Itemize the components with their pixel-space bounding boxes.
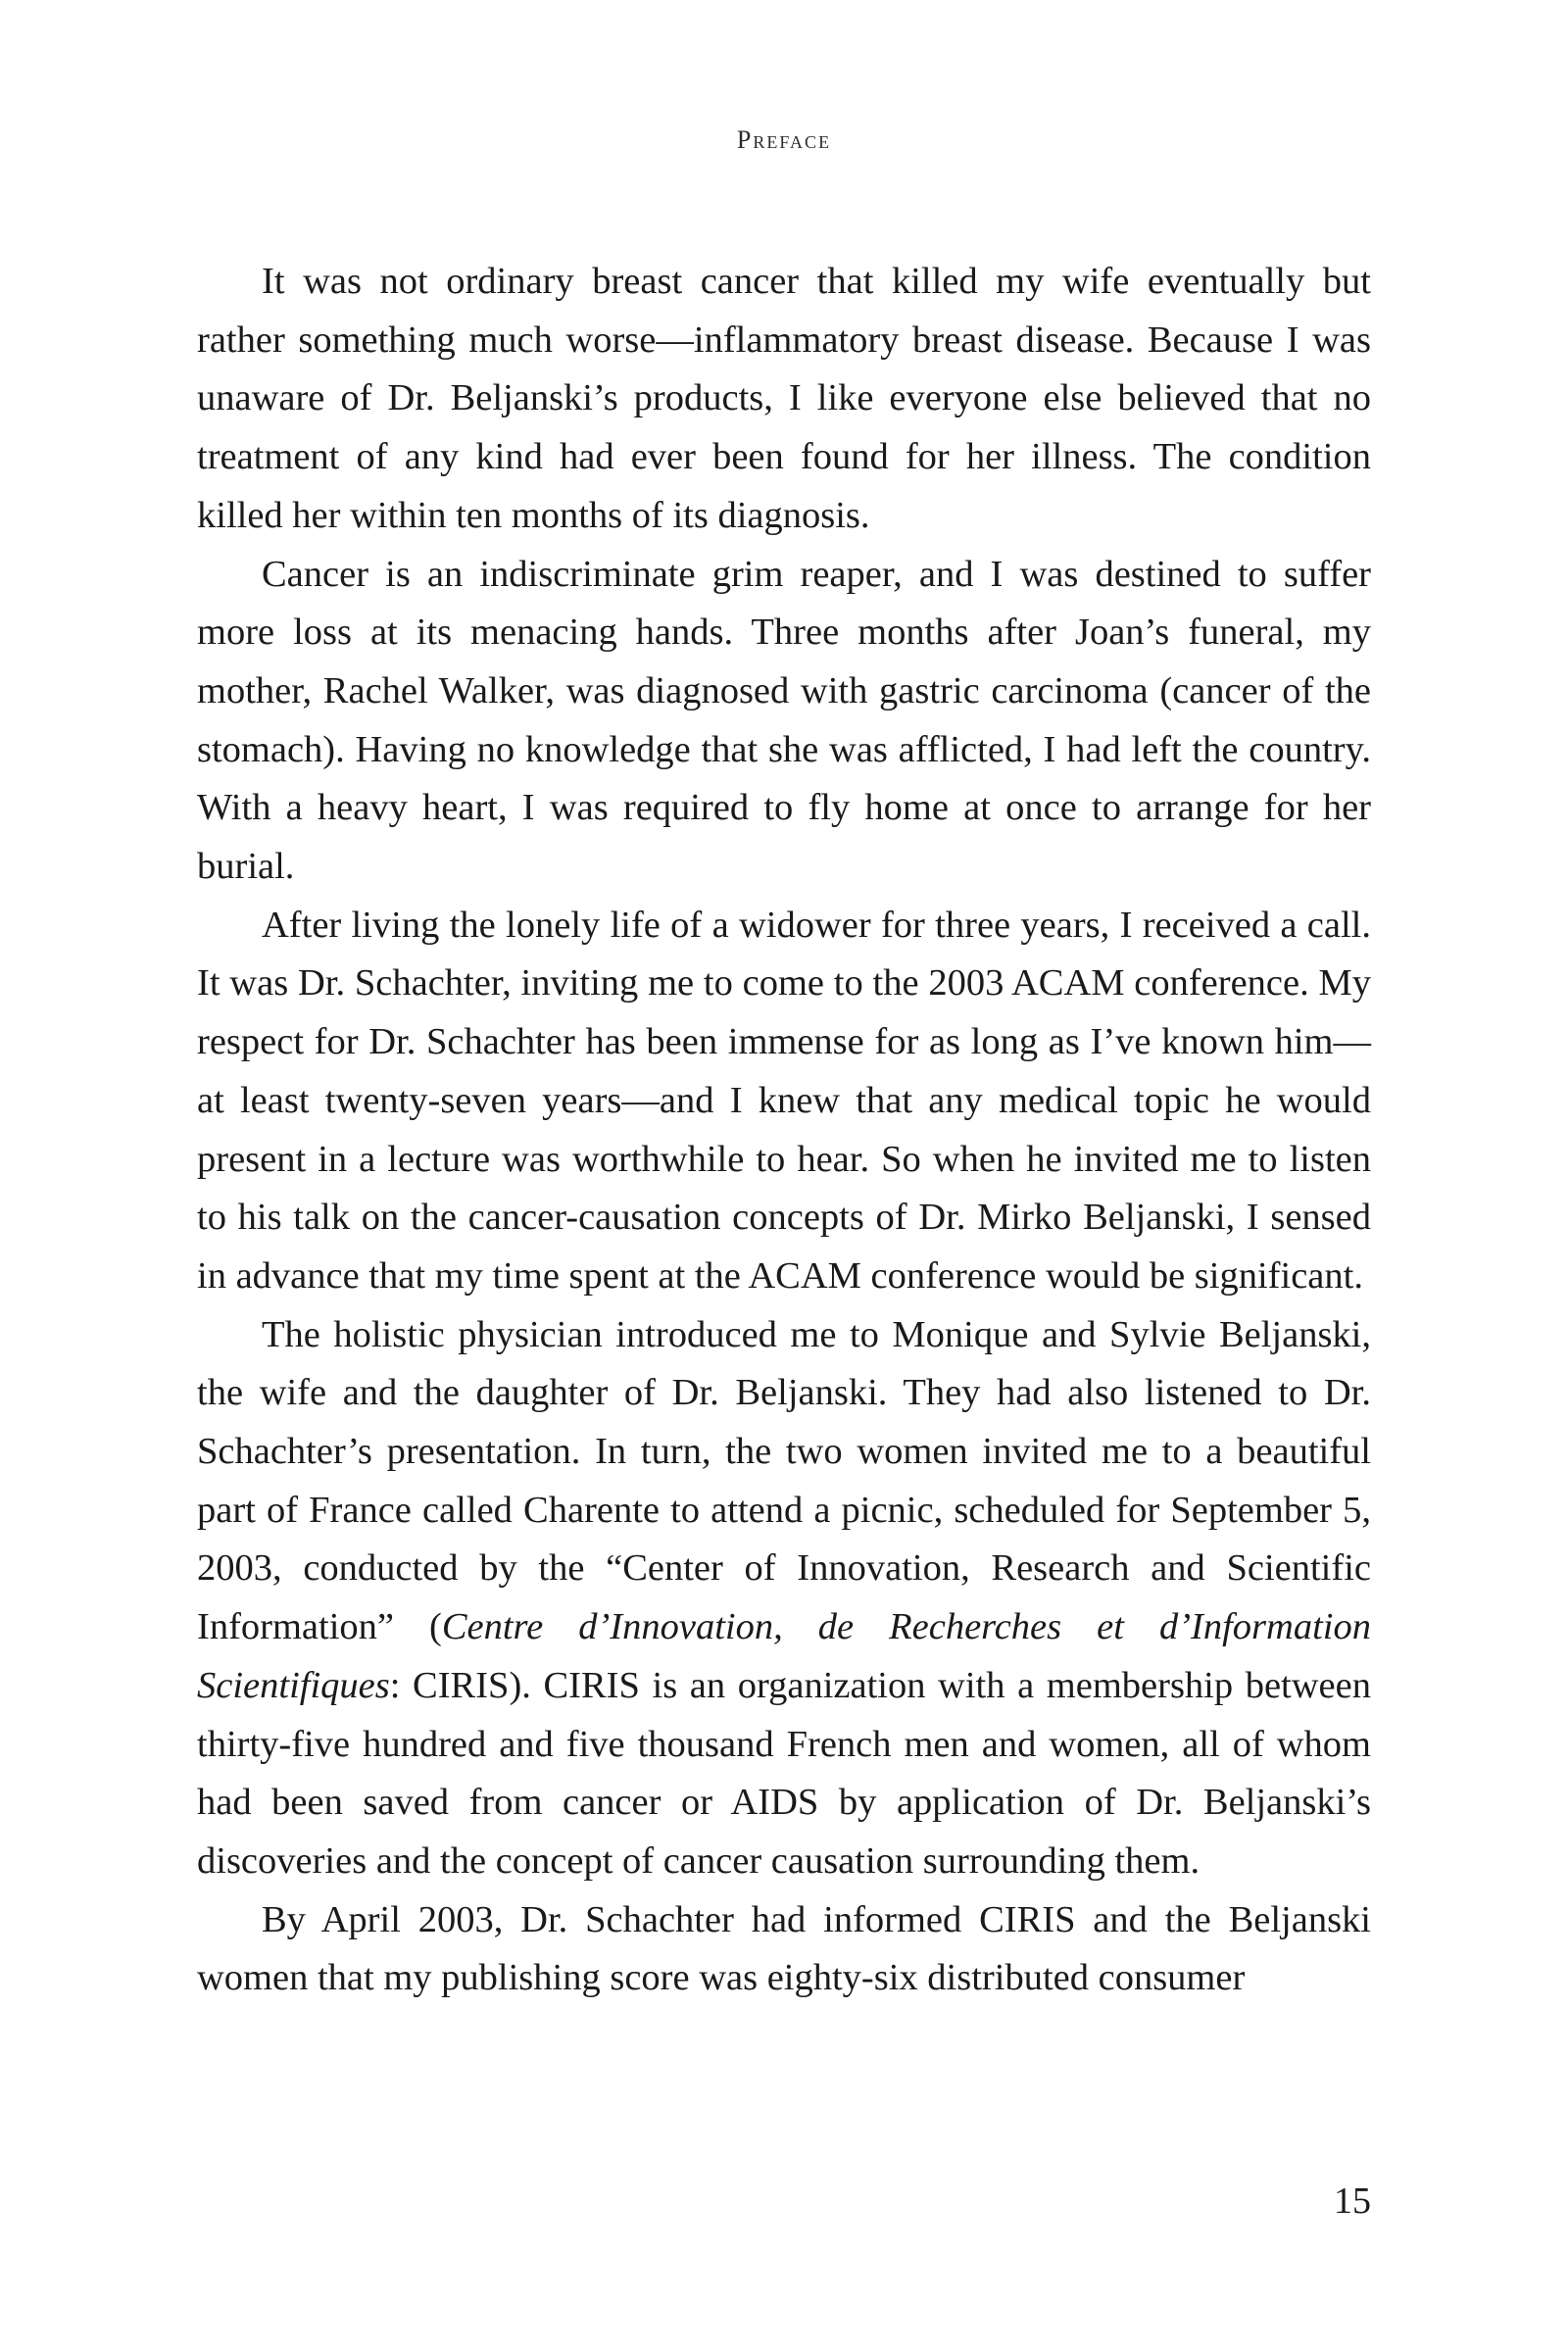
paragraph-text: : CIRIS). CIRIS is an organization with a membership between thirty-five hundred and five thousand French men and women, all of whom had been saved from cancer or AIDS by application of Dr. Beljanski’s discoveries and the concept of cancer causation surrounding them. — [197, 1664, 1371, 1882]
paragraph — [197, 1891, 1371, 2008]
paragraph-text: The holistic physician introduced me to Monique and Sylvie Beljanski, the wife and the daughter of Dr. Beljanski. They had also listened to Dr. Schachter’s presentation. In turn, the two women invited me to a beautiful part of France called Charente to attend a picnic, scheduled for September 5, 2003, conducted by the “Center of Innovation, Research and Scientific Information” ( — [197, 1313, 1371, 1648]
italic-title: Centre d’Innovation, de Recherches et d’Information Scientifiques — [197, 1606, 1371, 1706]
paragraph-text: Cancer is an indiscriminate grim reaper, and I was destined to suffer more loss at its menacing hands. Three months after Joan’s funeral, my mother, Rachel Walker, was diagnosed with gastric carcinoma (cancer of the stomach). Having no knowledge that she was afflicted, I had left the country. With a heavy heart, I was required to fly home at once to arrange for her burial. — [197, 553, 1371, 888]
paragraph — [197, 1306, 1371, 1891]
body-text — [197, 253, 1371, 2008]
paragraph-text: By April 2003, Dr. Schachter had informed CIRIS and the Beljanski women that my publishing score was eighty-six distributed consumer — [197, 1898, 1371, 1999]
paragraph — [197, 253, 1371, 546]
page-number: 15 — [1334, 2180, 1371, 2222]
paragraph-text: It was not ordinary breast cancer that killed my wife eventually but rather something much worse—inflammatory breast disease. Because I was unaware of Dr. Beljanski’s products, I like everyone else believed that no treatment of any kind had ever been found for her illness. The condition killed her within ten months of its diagnosis. — [197, 261, 1371, 536]
paragraph — [197, 546, 1371, 897]
paragraph-text: After living the lonely life of a widower for three years, I received a call. It was Dr. Schachter, inviting me to come to the 2003 ACAM conference. My respect for Dr. Schachter has been immense for as long as I’ve known him—at least twenty-seven years—and I knew that any medical topic he would present in a lecture was worthwhile to hear. So when he invited me to listen to his talk on the cancer-causation concepts of Dr. Mirko Beljanski, I sensed in advance that my time spent at the ACAM conference would be significant. — [197, 904, 1371, 1297]
paragraph — [197, 897, 1371, 1306]
running-head: Preface — [736, 125, 832, 154]
